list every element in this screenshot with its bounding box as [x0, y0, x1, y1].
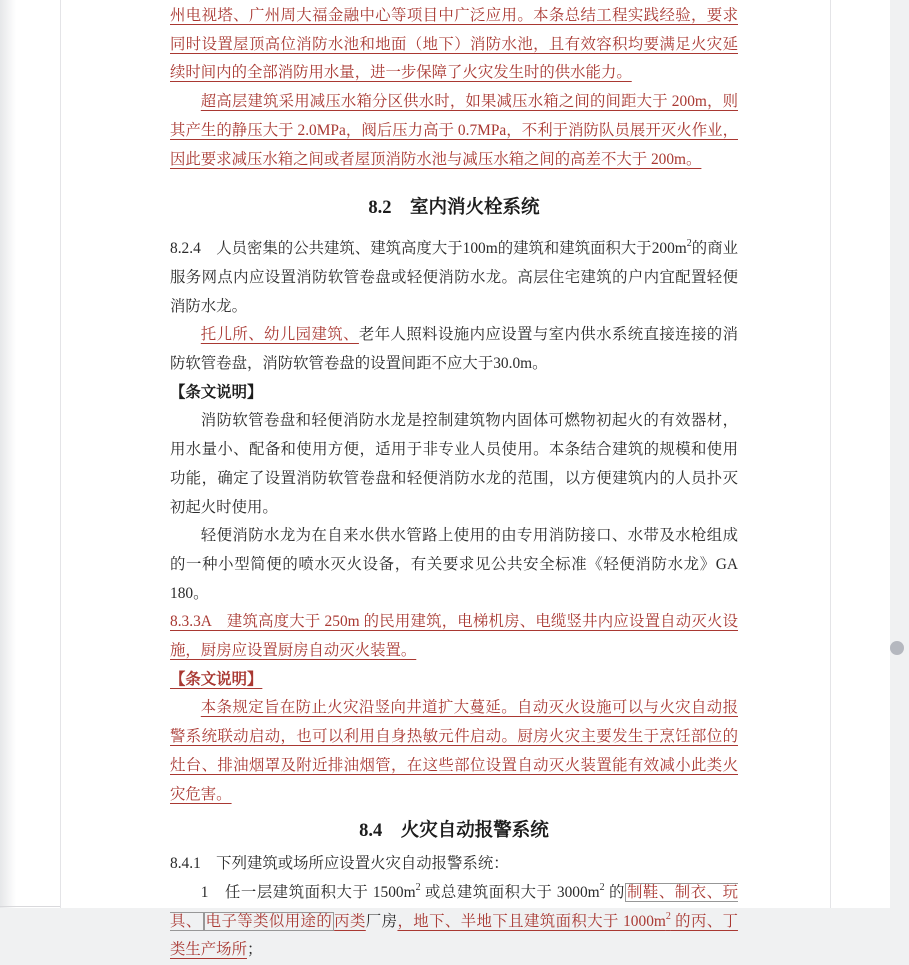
section-heading: [170, 194, 738, 223]
paragraph: [170, 407, 738, 522]
text-segment: 8.3.3A 建筑高度大于 250m 的民用建筑，电梯机房、电缆竖井内应设置自动灭火设施，厨房应设置厨房自动灭火装置。: [170, 613, 738, 660]
paragraph: [170, 879, 738, 965]
text-segment: 8.2.4 人员密集的公共建筑、建筑高度大于100m的建筑和建筑面积大于200m: [170, 240, 687, 258]
paragraph: [170, 88, 738, 174]
scrollbar-track[interactable]: [890, 0, 909, 908]
text-segment: 本条规定旨在防止火灾沿竖向井道扩大蔓延。自动灭火设施可以与火灾自动报警系统联动启动，也可以利用自身热敏元件启动。厨房火灾主要发生于烹饪部位的灶台、排油烟罩及附近排油烟管，在这些部位设置自动灭火装置能有效减小此类火灾危害。: [170, 699, 738, 803]
text-segment: 8.4 火灾自动报警系统: [359, 821, 549, 842]
document-body-text: [170, 2, 738, 965]
text-segment: 消防软管卷盘和轻便消防水龙是控制建筑物内固体可燃物初起火的有效器材，用水量小、配备和使用方便，适用于非专业人员使用。本条结合建筑的规模和使用功能，确定了设置消防软管卷盘和轻便消防水龙的范围，以方便建筑内的人员扑灭初起火时使用。: [170, 412, 738, 516]
paragraph: [170, 2, 738, 88]
paragraph: [170, 850, 738, 879]
text-segment: 丙类: [334, 912, 366, 930]
text-segment: 2: [599, 881, 605, 893]
paragraph: [170, 666, 738, 695]
table-cell-border-right: [830, 0, 831, 908]
page-edge-shadow: [0, 0, 16, 908]
scrollbar-thumb[interactable]: [890, 641, 904, 655]
text-segment: 厂房: [365, 912, 398, 930]
text-segment: 轻便消防水龙为在自来水供水管路上使用的由专用消防接口、水带及水枪组成的一种小型简便的喷水灭火设备，有关要求见公共安全标准《轻便消防水龙》GA 180。: [170, 527, 738, 602]
table-cell-border-bottom: [0, 906, 60, 907]
text-segment: 2: [686, 238, 692, 250]
paragraph: [170, 321, 738, 378]
text-segment: 8.4.1 下列建筑或场所应设置火灾自动报警系统：: [170, 855, 509, 873]
text-segment: 2: [665, 910, 671, 922]
text-segment: 州电视塔、广州周大福金融中心等项目中广泛应用。本条总结工程实践经验，要求同时设置屋顶高位消防水池和地面（地下）消防水池，且有效容积均要满足火灾延续时间内的全部消防用水量，进一步保障了火灾发生时的供水能力。: [170, 7, 738, 82]
text-segment: ，地下、半地下且建筑面积大于 1000m: [397, 912, 666, 930]
text-segment: 1 任一层建筑面积大于 1500m: [200, 883, 416, 901]
text-segment: 的丙、丁类生产场所: [170, 912, 738, 959]
paragraph: [170, 522, 738, 608]
paragraph: [170, 608, 738, 665]
table-cell-border-left: [60, 0, 61, 908]
text-segment: 8.2 室内消火栓系统: [368, 198, 540, 219]
text-segment: 2: [415, 881, 421, 893]
section-heading: [170, 817, 738, 846]
text-segment: 电子等类似用途的: [205, 912, 333, 930]
text-segment: 【条文说明】: [170, 383, 263, 401]
text-segment: 或总建筑面积大于 3000m: [420, 883, 600, 901]
text-segment: 制鞋、制衣、玩具、: [170, 883, 739, 930]
text-segment: 老年人照料设施内应设置与室内供水系统直接连接的消防软管卷盘，消防软管卷盘的设置间距不应大于30.0m。: [170, 326, 738, 373]
text-segment: ；: [246, 941, 263, 959]
text-segment: 托儿所、幼儿园建筑、: [200, 326, 359, 344]
text-segment: 超高层建筑采用减压水箱分区供水时，如果减压水箱之间的间距大于 200m，则其产生的静压大于 2.0MPa，阀后压力高于 0.7MPa，不利于消防队员展开灭火作业，因此要求减压水箱之间或者屋顶消防水池与减压水箱之间的高差不大于 200m。: [170, 93, 738, 168]
paragraph: [170, 235, 738, 321]
paragraph: [170, 694, 738, 809]
text-segment: 的: [604, 883, 625, 901]
text-segment: 的商业服务网点内应设置消防软管卷盘或轻便消防水龙。高层住宅建筑的户内宜配置轻便消防水龙。: [170, 240, 738, 315]
paragraph: [170, 379, 738, 408]
text-segment: 【条文说明】: [170, 670, 263, 688]
